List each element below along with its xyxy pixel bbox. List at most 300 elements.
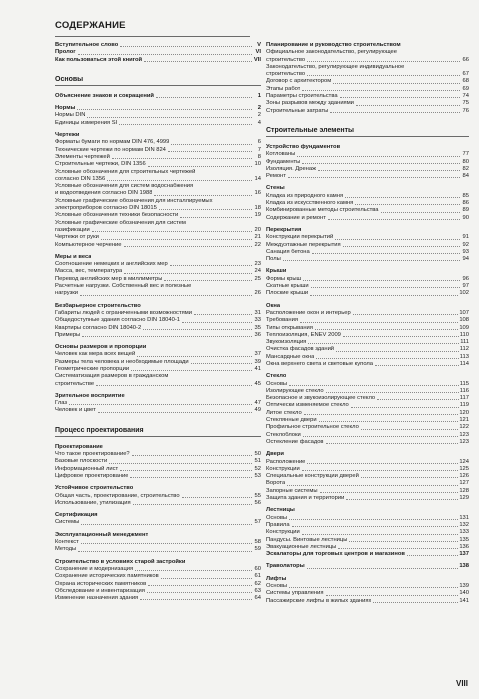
toc-entry	[266, 395, 469, 402]
entry-page-number: 86	[462, 200, 469, 207]
entry-title: Условные обозначения техники безопасности	[55, 212, 179, 219]
toc-heading-entry	[266, 144, 469, 151]
entry-page-number: 8	[257, 153, 261, 160]
toc-entry	[55, 366, 261, 373]
toc-section	[266, 303, 469, 369]
dot-leader	[119, 124, 252, 125]
entry-title: Эвакуационные лестницы	[266, 543, 337, 550]
dot-leader	[330, 112, 460, 113]
toc-entry	[266, 544, 469, 551]
dot-leader	[131, 370, 252, 371]
toc-entry	[55, 539, 261, 546]
entry-page-number: 80	[462, 158, 469, 165]
dot-leader	[361, 477, 459, 478]
page-number: VIII	[455, 679, 468, 688]
entry-title: Охрана исторических памятников	[55, 580, 147, 587]
entry-title: Расположение	[266, 458, 306, 465]
entry-page-number: 110	[459, 331, 469, 338]
toc-entry	[266, 78, 469, 85]
toc-section	[266, 451, 469, 502]
toc-entry	[266, 49, 469, 56]
toc-heading-entry	[55, 57, 261, 64]
dot-leader	[170, 265, 252, 266]
dot-leader	[302, 90, 460, 91]
entry-title: Сертификация	[55, 512, 98, 519]
toc-entry	[55, 147, 261, 154]
toc-entry	[55, 473, 261, 480]
entry-title: Основы	[266, 583, 288, 589]
entry-title: Профильное строительное стекло	[266, 424, 359, 431]
toc-entry	[266, 473, 469, 480]
dot-leader	[132, 455, 252, 456]
entry-title: Сохранение и модернизация	[55, 565, 134, 572]
entry-title: Эксплуатационный менеджмент	[55, 531, 149, 538]
toc-entry	[266, 410, 469, 417]
entry-title: Ремонт	[266, 173, 286, 180]
entry-title: Ворота	[266, 480, 286, 487]
entry-title: Габариты людей с ограниченными возможностями	[55, 309, 192, 316]
toc-entry	[266, 598, 469, 605]
toc-entry	[55, 205, 261, 212]
entry-title: Траволаторы	[266, 563, 305, 570]
dot-leader	[69, 404, 252, 405]
dot-leader	[375, 365, 459, 366]
entry-page-number: 82	[462, 165, 469, 172]
dot-leader	[182, 497, 252, 498]
entry-title: Базовые плоскости	[55, 458, 108, 465]
entry-title: Масса, вес, температура	[55, 268, 123, 275]
entry-page-number: 121	[459, 417, 469, 424]
dot-leader	[289, 519, 458, 520]
entry-page-number: 31	[254, 309, 261, 316]
entry-page-number: 39	[254, 358, 261, 365]
entry-page-number: 2	[257, 112, 261, 119]
entry-title: Изменение назначения здания	[55, 595, 139, 602]
toc-entry	[55, 546, 261, 553]
dot-leader	[381, 212, 460, 213]
entry-page-number: 51	[254, 458, 261, 465]
entry-title: Плоские крыши	[266, 290, 309, 297]
toc-section	[266, 42, 469, 115]
entry-page-number: 115	[459, 380, 469, 387]
entry-title: Объяснение знаков и сокращений	[55, 92, 154, 99]
entry-page-number: 55	[254, 492, 261, 499]
entry-page-number: 92	[462, 241, 469, 248]
toc-entry	[55, 373, 261, 380]
dot-leader	[302, 534, 459, 535]
entry-page-number: 119	[459, 402, 469, 409]
entry-title: Стеклоблоки	[266, 431, 301, 438]
toc-heading-entry	[55, 93, 261, 100]
toc-entry	[55, 183, 261, 190]
toc-entry	[55, 161, 261, 168]
entry-page-number: 89	[462, 207, 469, 214]
toc-heading-entry	[266, 563, 469, 570]
entry-title: Форматы бумаги по нормам DIN 476, 4999	[55, 139, 170, 146]
toc-entry	[266, 354, 469, 361]
toc-section	[266, 268, 469, 297]
entry-title: Единицы измерения SI	[55, 119, 118, 126]
toc-entry	[266, 310, 469, 317]
entry-title: Строительные чертежи, DIN 1356	[55, 161, 146, 168]
entry-title: Окна верхнего света и световые купола	[266, 360, 374, 367]
entry-title: Контекст	[55, 539, 79, 546]
entry-title: Лифты	[266, 575, 287, 582]
dot-leader	[302, 470, 459, 471]
dot-leader	[346, 499, 458, 500]
dot-leader	[345, 197, 460, 198]
entry-page-number: 4	[257, 119, 261, 126]
dot-leader	[159, 209, 252, 210]
entry-title: Общая часть, проектирование, строительство	[55, 492, 180, 499]
entry-page-number: 137	[459, 551, 469, 558]
dot-leader	[326, 595, 459, 596]
toc-entry	[55, 139, 261, 146]
entry-title: Устойчивое строительство	[55, 485, 134, 492]
toc-heading-entry	[266, 303, 469, 310]
toc-heading-entry	[55, 485, 261, 492]
entry-title: Систематизация размеров в гражданском	[55, 373, 169, 380]
entry-title: Расположение окон и интерьер	[266, 309, 351, 316]
entry-title: Законодательство, регулирующее индивидуальное	[266, 63, 405, 70]
toc-entry	[55, 500, 261, 507]
entry-title: Системы управления	[266, 590, 324, 597]
toc-heading-entry	[55, 393, 261, 400]
entry-title: Устройство фундаментов	[266, 143, 341, 150]
toc-entry	[55, 234, 261, 241]
entry-title: Лестницы	[266, 507, 295, 514]
dot-leader	[194, 314, 252, 315]
entry-title: Кладка из природного камня	[266, 192, 344, 199]
entry-title: Формы крыш	[266, 275, 302, 282]
entry-title: Методы	[55, 546, 77, 553]
dot-leader	[326, 392, 459, 393]
dot-leader	[148, 166, 252, 167]
toc-entry	[266, 325, 469, 332]
dot-leader	[303, 280, 460, 281]
dot-leader	[318, 170, 460, 171]
toc-entry	[266, 242, 469, 249]
toc-section	[266, 227, 469, 263]
toc-heading-entry	[266, 451, 469, 458]
entry-title: Эскалаторы для торговых центров и магазинов	[266, 551, 405, 558]
dot-leader	[171, 144, 252, 145]
toc-entry	[266, 417, 469, 424]
entry-title: Условные графические обозначения для систем	[55, 219, 186, 226]
entry-title: Строительство в условиях старой застройки	[55, 558, 186, 565]
dot-leader	[307, 61, 460, 62]
entry-title: Условные обозначения для систем водоснабжения	[55, 183, 194, 190]
toc-entry	[266, 361, 469, 368]
toc-heading-entry	[55, 344, 261, 351]
toc-heading-entry	[55, 559, 261, 566]
entry-page-number: VII	[253, 56, 261, 63]
entry-title: Скатные крыши	[266, 283, 309, 290]
dot-leader	[144, 61, 252, 62]
entry-page-number: 57	[254, 519, 261, 526]
entry-page-number: 56	[254, 499, 261, 506]
entry-title: Нормы DIN	[55, 112, 86, 119]
entry-title: Основы размеров и пропорции	[55, 344, 147, 351]
dot-leader	[161, 578, 252, 579]
entry-title: Содержание и ремонт	[266, 214, 326, 221]
toc-heading-entry	[55, 49, 261, 56]
entry-page-number: 1	[257, 92, 261, 99]
toc-entry	[266, 381, 469, 388]
dot-leader	[154, 195, 252, 196]
toc-entry	[55, 120, 261, 127]
entry-title: Перекрытия	[266, 226, 302, 233]
toc-section	[55, 344, 261, 388]
entry-title: Котлованы	[266, 151, 296, 158]
toc-entry	[266, 402, 469, 409]
toc-entry	[55, 595, 261, 602]
toc-section	[55, 42, 261, 64]
toc-entry	[55, 381, 261, 388]
dot-leader	[92, 231, 252, 232]
toc-entry	[266, 93, 469, 100]
toc-section	[55, 512, 261, 527]
dot-leader	[373, 602, 458, 603]
entry-title: Стеклянные двери	[266, 417, 317, 424]
entry-title: Конструкции	[266, 465, 300, 472]
entry-page-number: 66	[462, 56, 469, 63]
toc-heading-entry	[266, 227, 469, 234]
entry-page-number: 36	[254, 331, 261, 338]
toc-section	[55, 532, 261, 554]
toc-heading-entry	[266, 373, 469, 380]
dot-leader	[361, 429, 459, 430]
entry-title: Размеры тела человека и необходимые площади	[55, 358, 189, 365]
entry-title: Этапы работ	[266, 85, 301, 92]
entry-title: Общедоступные здания согласно DIN 18040-1	[55, 317, 181, 324]
toc-section	[266, 185, 469, 221]
dot-leader	[168, 151, 252, 152]
toc-section	[55, 105, 261, 127]
entry-page-number: 47	[254, 400, 261, 407]
toc-entry	[266, 332, 469, 339]
entry-title: Изоляция. Дренаж	[266, 165, 316, 172]
toc-entry	[266, 71, 469, 78]
entry-page-number: 76	[462, 107, 469, 114]
dot-leader	[320, 492, 459, 493]
toc-entry	[266, 151, 469, 158]
dot-leader	[315, 329, 458, 330]
toc-entry	[266, 159, 469, 166]
dot-leader	[326, 443, 459, 444]
dot-leader	[148, 585, 252, 586]
entry-page-number: 114	[459, 360, 469, 367]
entry-page-number: 131	[459, 514, 469, 521]
toc-entry	[55, 359, 261, 366]
entry-title: Основы	[266, 380, 288, 387]
dot-leader	[316, 358, 458, 359]
dot-leader	[336, 351, 459, 352]
entry-title: Технические чертежи по нормам DIN 824	[55, 146, 166, 153]
toc-section	[55, 93, 261, 100]
entry-page-number: 85	[462, 192, 469, 199]
toc-section	[55, 444, 261, 480]
dot-leader	[340, 97, 460, 98]
toc-entry	[55, 466, 261, 473]
entry-page-number: 20	[254, 226, 261, 233]
dot-leader	[133, 504, 252, 505]
toc-entry	[266, 256, 469, 263]
entry-title: Договор с архитектором	[266, 78, 332, 85]
dot-leader	[335, 239, 460, 240]
entry-title: Основы	[266, 514, 288, 521]
entry-page-number: 116	[459, 387, 469, 394]
entry-title: Человек как мера всех вещей	[55, 351, 136, 358]
entry-page-number: 102	[459, 290, 469, 297]
toc-entry	[266, 583, 469, 590]
entry-page-number: 58	[254, 539, 261, 546]
entry-title: Полы	[266, 256, 281, 263]
toc-entry	[55, 351, 261, 358]
entry-title: Параметры строительства	[266, 93, 338, 100]
entry-title: Теплоизоляция, ENEV 2009	[266, 331, 341, 338]
dot-leader	[303, 436, 459, 437]
entry-title: Специальные конструкции дверей	[266, 473, 359, 480]
dot-leader	[78, 54, 252, 55]
entry-page-number: 60	[254, 565, 261, 572]
entry-page-number: 61	[254, 573, 261, 580]
dot-leader	[77, 109, 252, 110]
toc-entry	[266, 200, 469, 207]
dot-leader	[300, 322, 458, 323]
dot-leader	[283, 260, 460, 261]
toc-entry	[266, 388, 469, 395]
toc-entry	[266, 529, 469, 536]
entry-page-number: 63	[254, 587, 261, 594]
toc-entry	[266, 64, 469, 71]
toc-entry	[55, 458, 261, 465]
entry-title: Типы открывания	[266, 324, 313, 331]
toc-section	[55, 132, 261, 249]
entry-title: Стекло	[266, 373, 287, 380]
entry-title: Кладка из искусственного камня	[266, 200, 354, 207]
entry-page-number: 107	[459, 309, 469, 316]
toc-entry	[266, 57, 469, 64]
dot-leader	[377, 399, 459, 400]
entry-page-number: 128	[459, 487, 469, 494]
entry-page-number: 52	[254, 465, 261, 472]
dot-leader	[319, 421, 459, 422]
dot-leader	[87, 117, 252, 118]
toc-entry	[266, 215, 469, 222]
page-title: СОДЕРЖАНИЕ	[55, 20, 126, 31]
entry-page-number: 112	[459, 346, 469, 353]
entry-title: Вступительное слово	[55, 42, 119, 48]
entry-page-number: VI	[255, 49, 261, 56]
entry-title: Нормы	[55, 105, 76, 112]
dot-leader	[307, 568, 459, 569]
toc-section	[55, 393, 261, 415]
entry-title: Конструкции перекрытий	[266, 234, 334, 241]
entry-title: Требования	[266, 317, 298, 324]
entry-title: Расчетные нагрузки. Собственный вес и полезные	[55, 283, 192, 290]
toc-entry	[266, 488, 469, 495]
entry-page-number: 59	[254, 546, 261, 553]
entry-title: Крыши	[266, 268, 287, 275]
entry-title: Сохранение исторических памятников	[55, 573, 159, 580]
dot-leader	[191, 363, 252, 364]
part-heading: Строительные элементы	[266, 126, 469, 137]
toc-entry	[266, 276, 469, 283]
dot-leader	[307, 463, 458, 464]
dot-leader	[124, 273, 252, 274]
dot-leader	[407, 555, 458, 556]
entry-page-number: 10	[254, 161, 261, 168]
entry-page-number: 7	[257, 146, 261, 153]
toc-section	[266, 576, 469, 605]
entry-title: Зоны разрывов между зданиями	[266, 100, 354, 107]
toc-entry	[266, 249, 469, 256]
dot-leader	[288, 177, 460, 178]
dot-leader	[96, 385, 252, 386]
entry-title: Примеры	[55, 331, 81, 338]
toc-section	[55, 559, 261, 603]
entry-title: Двери	[266, 451, 284, 458]
dot-leader	[302, 163, 460, 164]
toc-entry	[266, 100, 469, 107]
toc-entry	[55, 588, 261, 595]
toc-entry	[55, 290, 261, 297]
entry-page-number: 18	[254, 205, 261, 212]
entry-title: Квартиры согласно DIN 18040-2	[55, 324, 142, 331]
entry-page-number: 62	[254, 580, 261, 587]
entry-page-number: 127	[459, 480, 469, 487]
toc-entry	[266, 432, 469, 439]
toc-entry	[266, 459, 469, 466]
entry-title: Системы	[55, 519, 80, 526]
entry-page-number: 23	[254, 261, 261, 268]
entry-page-number: 111	[460, 339, 469, 346]
toc-heading-entry	[266, 42, 469, 49]
dot-leader	[353, 314, 459, 315]
toc-entry	[266, 339, 469, 346]
entry-page-number: 74	[462, 93, 469, 100]
dot-leader	[107, 180, 252, 181]
entry-page-number: 64	[254, 595, 261, 602]
toc-entry	[55, 332, 261, 339]
entry-title: Зрительное восприятие	[55, 392, 125, 399]
toc-entry	[55, 451, 261, 458]
toc-entry	[55, 198, 261, 205]
entry-page-number: 138	[459, 563, 469, 570]
entry-page-number: 129	[459, 495, 469, 502]
toc-entry	[55, 242, 261, 249]
dot-leader	[328, 219, 460, 220]
entry-page-number: 125	[459, 465, 469, 472]
toc-heading-entry	[55, 303, 261, 310]
toc-entry	[55, 112, 261, 119]
toc-entry	[266, 346, 469, 353]
entry-page-number: 123	[459, 438, 469, 445]
entry-title: электроприборов согласно DIN 18015	[55, 205, 157, 212]
toc-entry	[266, 193, 469, 200]
dot-leader	[310, 295, 458, 296]
toc-entry	[55, 566, 261, 573]
dot-leader	[307, 75, 460, 76]
dot-leader	[124, 246, 252, 247]
entry-page-number: 91	[462, 234, 469, 241]
dot-leader	[101, 239, 252, 240]
toc-entry	[55, 227, 261, 234]
entry-title: Цифровое проектирование	[55, 472, 129, 479]
entry-title: Фундаменты	[266, 158, 301, 165]
dot-leader	[78, 551, 252, 552]
